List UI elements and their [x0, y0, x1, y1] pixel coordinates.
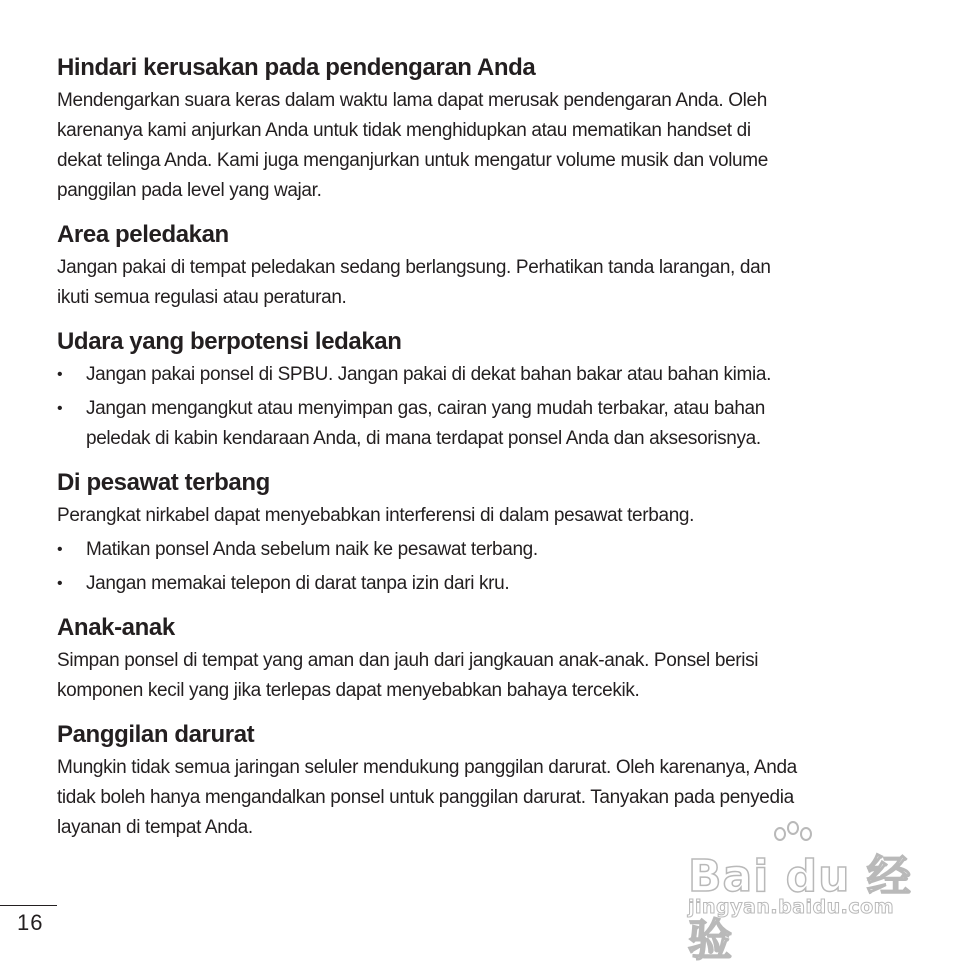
paragraph-line: Perangkat nirkabel dapat menyebabkan interferensi di dalam pesawat terbang. [57, 505, 695, 526]
footer-rule [0, 905, 57, 906]
bullet-list [57, 535, 907, 599]
bullet-text: Jangan memakai telepon di darat tanpa izin dari kru. [86, 573, 510, 594]
watermark-logo-text: Bai du 经验 [688, 851, 912, 966]
bullet-dot: • [57, 575, 63, 592]
section-heading: Anak-anak [57, 614, 175, 641]
section-children [57, 612, 907, 706]
baidu-jingyan-watermark [688, 820, 918, 966]
paragraph-line: Mungkin tidak semua jaringan seluler mendukung panggilan darurat. Oleh karenanya, Anda [57, 757, 797, 778]
paragraph-line: Simpan ponsel di tempat yang aman dan jauh dari jangkauan anak-anak. Ponsel berisi [57, 650, 759, 671]
bullet-dot: • [57, 541, 63, 558]
paragraph-line: karenanya kami anjurkan Anda untuk tidak menghidupkan atau mematikan handset di [57, 120, 751, 141]
paragraph-line: tidak boleh hanya mengandalkan ponsel untuk panggilan darurat. Tanyakan pada penyedia [57, 787, 794, 808]
bullet-dot: • [57, 366, 63, 383]
bullet-text: Jangan mengangkut atau menyimpan gas, cairan yang mudah terbakar, atau bahan [86, 398, 765, 419]
section-heading: Di pesawat terbang [57, 469, 270, 496]
paragraph-line: dekat telinga Anda. Kami juga menganjurkan untuk mengatur volume musik dan volume [57, 150, 768, 171]
section-aircraft [57, 467, 907, 599]
paragraph-line: komponen kecil yang jika terlepas dapat menyebabkan bahaya tercekik. [57, 680, 640, 701]
paragraph-line: Jangan pakai di tempat peledakan sedang berlangsung. Perhatikan tanda larangan, dan [57, 257, 771, 278]
bullet-item [57, 569, 907, 599]
bullet-item [57, 394, 907, 454]
bullet-text: peledak di kabin kendaraan Anda, di mana terdapat ponsel Anda dan aksesorisnya. [86, 428, 761, 449]
paragraph-line: panggilan pada level yang wajar. [57, 180, 322, 201]
bullet-item [57, 535, 907, 565]
section-hearing [57, 52, 907, 206]
bullet-text: Matikan ponsel Anda sebelum naik ke pesawat terbang. [86, 539, 538, 560]
section-heading: Udara yang berpotensi ledakan [57, 328, 402, 355]
paragraph-line: ikuti semua regulasi atau peraturan. [57, 287, 347, 308]
section-heading: Panggilan darurat [57, 721, 255, 748]
section-heading: Area peledakan [57, 221, 229, 248]
document-body [57, 52, 907, 856]
bullet-list [57, 360, 907, 454]
section-explosive-atmosphere [57, 326, 907, 454]
bullet-item [57, 360, 907, 390]
bullet-dot: • [57, 400, 63, 417]
watermark-url: jingyan.baidu.com [688, 896, 894, 918]
bullet-text: Jangan pakai ponsel di SPBU. Jangan pakai di dekat bahan bakar atau bahan kimia. [86, 364, 771, 385]
paragraph-line: Mendengarkan suara keras dalam waktu lama dapat merusak pendengaran Anda. Oleh [57, 90, 767, 111]
paragraph-line: layanan di tempat Anda. [57, 817, 253, 838]
section-blasting-area [57, 219, 907, 313]
section-heading: Hindari kerusakan pada pendengaran Anda [57, 54, 536, 81]
page-number: 16 [17, 910, 44, 935]
